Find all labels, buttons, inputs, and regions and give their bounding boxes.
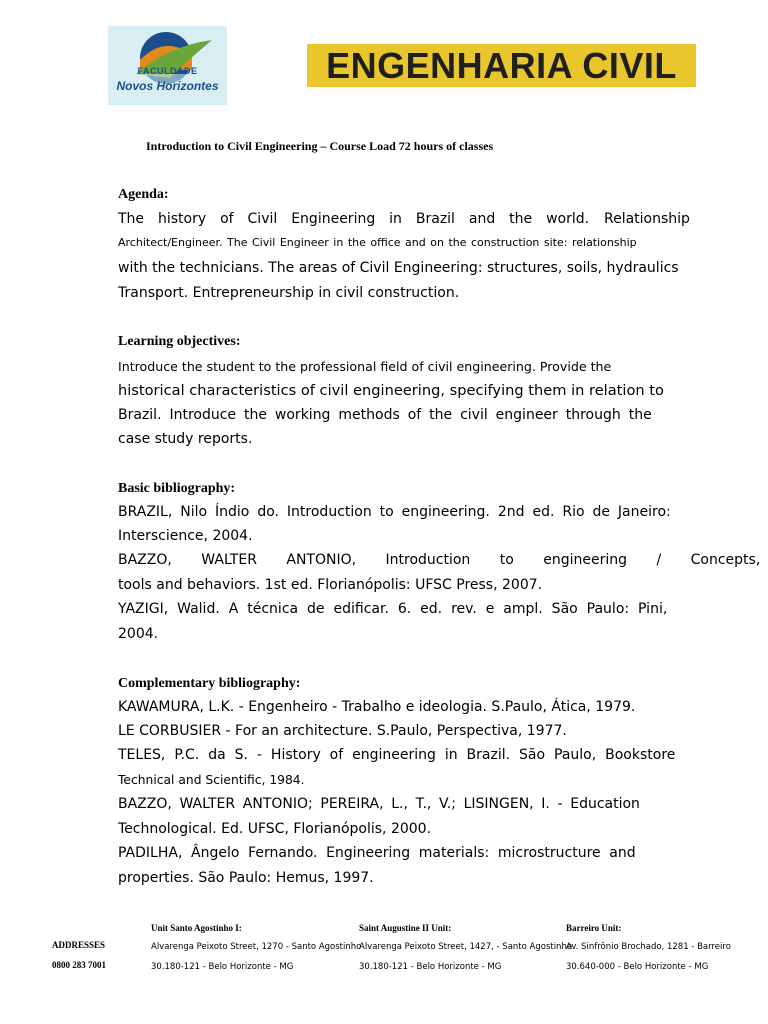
- bibliography-entry: properties. São Paulo: Hemus, 1997.: [118, 870, 374, 886]
- footer-unit-name: Unit Santo Agostinho I:: [151, 923, 242, 933]
- bibliography-entry: 2004.: [118, 626, 159, 642]
- banner-title: ENGENHARIA CIVIL: [326, 45, 677, 86]
- bibliography-entry: TELES, P.C. da S. - History of engineering in Brazil. São Paulo, Bookstore: [118, 747, 676, 763]
- agenda-line: Architect/Engineer. The Civil Engineer in the office and on the construction site: relationship: [118, 236, 637, 249]
- agenda-line: Transport. Entrepreneurship in civil construction.: [118, 285, 460, 301]
- footer-unit-street: Alvarenga Peixoto Street, 1270 - Santo Agostinho: [151, 942, 362, 952]
- bibliography-entry: Technical and Scientific, 1984.: [118, 773, 305, 787]
- banner: [307, 44, 696, 87]
- bibliography-entry: Technological. Ed. UFSC, Florianópolis, 2000.: [118, 821, 432, 837]
- objectives-line: Introduce the student to the professional field of civil engineering. Provide the: [118, 359, 612, 374]
- bibliography-entry: Interscience, 2004.: [118, 528, 253, 544]
- objectives-heading: Learning objectives:: [118, 334, 241, 349]
- objectives-line: case study reports.: [118, 431, 253, 447]
- bibliography-entry: KAWAMURA, L.K. - Engenheiro - Trabalho e ideologia. S.Paulo, Ática, 1979.: [118, 699, 636, 715]
- agenda-line-text: The history of Civil Engineering in Brazil and the world.: [118, 211, 590, 227]
- agenda-line: Relationship: [604, 211, 690, 227]
- footer-unit-name: Saint Augustine II Unit:: [359, 923, 452, 933]
- footer-unit-street: Alvarenga Peixoto Street, 1427, - Santo Agostinho: [359, 942, 573, 952]
- logo-text-faculdade: FACULDADE: [137, 66, 198, 76]
- footer-addresses-label: ADDRESSES: [52, 940, 106, 950]
- complementary-bibliography-heading: Complementary bibliography:: [118, 676, 301, 691]
- course-title: Introduction to Civil Engineering – Course Load 72 hours of classes: [146, 139, 494, 153]
- bibliography-entry: BAZZO, WALTER ANTONIO, Introduction to engineering / Concepts,: [118, 552, 761, 568]
- bibliography-entry: PADILHA, Ângelo Fernando. Engineering materials: microstructure and: [118, 845, 636, 861]
- bibliography-entry: YAZIGI, Walid. A técnica de edificar. 6. ed. rev. e ampl. São Paulo: Pini,: [118, 601, 668, 617]
- bibliography-entry: BAZZO, WALTER ANTONIO; PEREIRA, L., T., V.; LISINGEN, I. - Education: [118, 796, 640, 812]
- agenda-line: with the technicians. The areas of Civil Engineering: structures, soils, hydraulics: [118, 260, 679, 276]
- bibliography-entry: tools and behaviors. 1st ed. Florianópolis: UFSC Press, 2007.: [118, 577, 543, 593]
- footer-unit-street: Av. Sinfrônio Brochado, 1281 - Barreiro: [566, 942, 731, 952]
- bibliography-entry: LE CORBUSIER - For an architecture. S.Paulo, Perspectiva, 1977.: [118, 723, 567, 739]
- footer-unit-city: 30.180-121 - Belo Horizonte - MG: [151, 962, 294, 972]
- agenda-heading: Agenda:: [118, 187, 169, 202]
- logo-text-name: Novos Horizontes: [116, 79, 219, 93]
- footer-unit-city: 30.640-000 - Belo Horizonte - MG: [566, 962, 709, 972]
- objectives-line: Brazil. Introduce the working methods of the civil engineer through the: [118, 407, 652, 423]
- footer-unit-city: 30.180-121 - Belo Horizonte - MG: [359, 962, 502, 972]
- basic-bibliography-heading: Basic bibliography:: [118, 481, 236, 496]
- agenda-line: [118, 211, 590, 227]
- bibliography-entry: BRAZIL, Nilo Índio do. Introduction to engineering. 2nd ed. Rio de Janeiro:: [118, 504, 671, 520]
- faculty-logo: [108, 26, 227, 105]
- footer-unit-name: Barreiro Unit:: [566, 923, 622, 933]
- footer-phone: 0800 283 7001: [52, 960, 106, 970]
- objectives-line: historical characteristics of civil engineering, specifying them in relation to: [118, 382, 664, 399]
